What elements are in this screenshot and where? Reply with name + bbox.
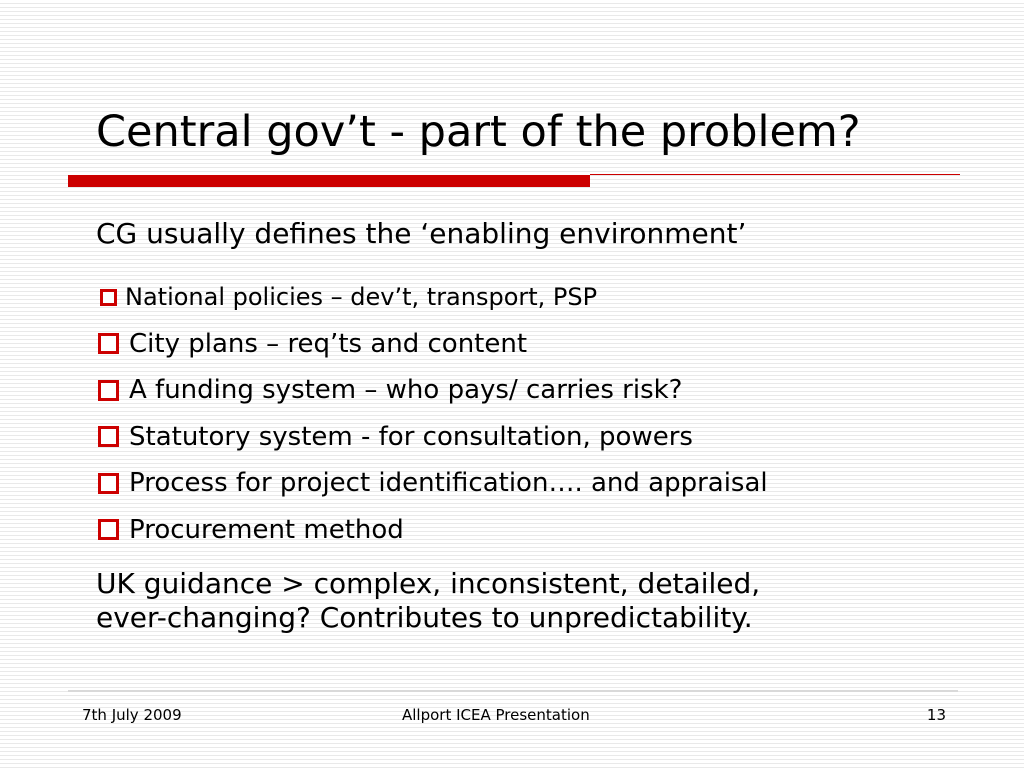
square-bullet-icon [98,519,119,540]
title-underline-thick [68,175,590,187]
closing-line: ever-changing? Contributes to unpredictability. [96,601,753,634]
closing-paragraph [96,567,976,635]
closing-line: UK guidance > complex, inconsistent, detailed, [96,567,761,600]
bullet-list [96,274,768,553]
title-underline-thin [590,174,960,175]
square-bullet-icon [98,380,119,401]
slide-number: 13 [926,706,946,724]
footer-divider [68,690,958,692]
bullet-item [96,367,768,414]
bullet-item [96,460,768,507]
bullet-text: National policies – dev’t, transport, PSP [125,283,598,312]
square-bullet-icon [98,473,119,494]
bullet-text: City plans – req’ts and content [129,328,528,359]
bullet-text: A funding system – who pays/ carries risk? [129,375,683,406]
intro-text: CG usually defines the ‘enabling environment’ [96,217,747,250]
bullet-item [96,507,768,554]
bullet-item [96,274,768,321]
bullet-text: Process for project identification…. and appraisal [129,468,768,499]
square-bullet-icon [98,426,119,447]
bullet-item [96,414,768,461]
bullet-item [96,321,768,368]
bullet-text: Procurement method [129,514,404,545]
footer-date: 7th July 2009 [82,706,182,724]
slide-title: Central gov’t - part of the problem? [96,107,861,157]
bullet-text: Statutory system - for consultation, powers [129,421,693,452]
square-bullet-icon [100,289,117,306]
footer-presentation-title: Allport ICEA Presentation [402,706,590,724]
square-bullet-icon [98,333,119,354]
